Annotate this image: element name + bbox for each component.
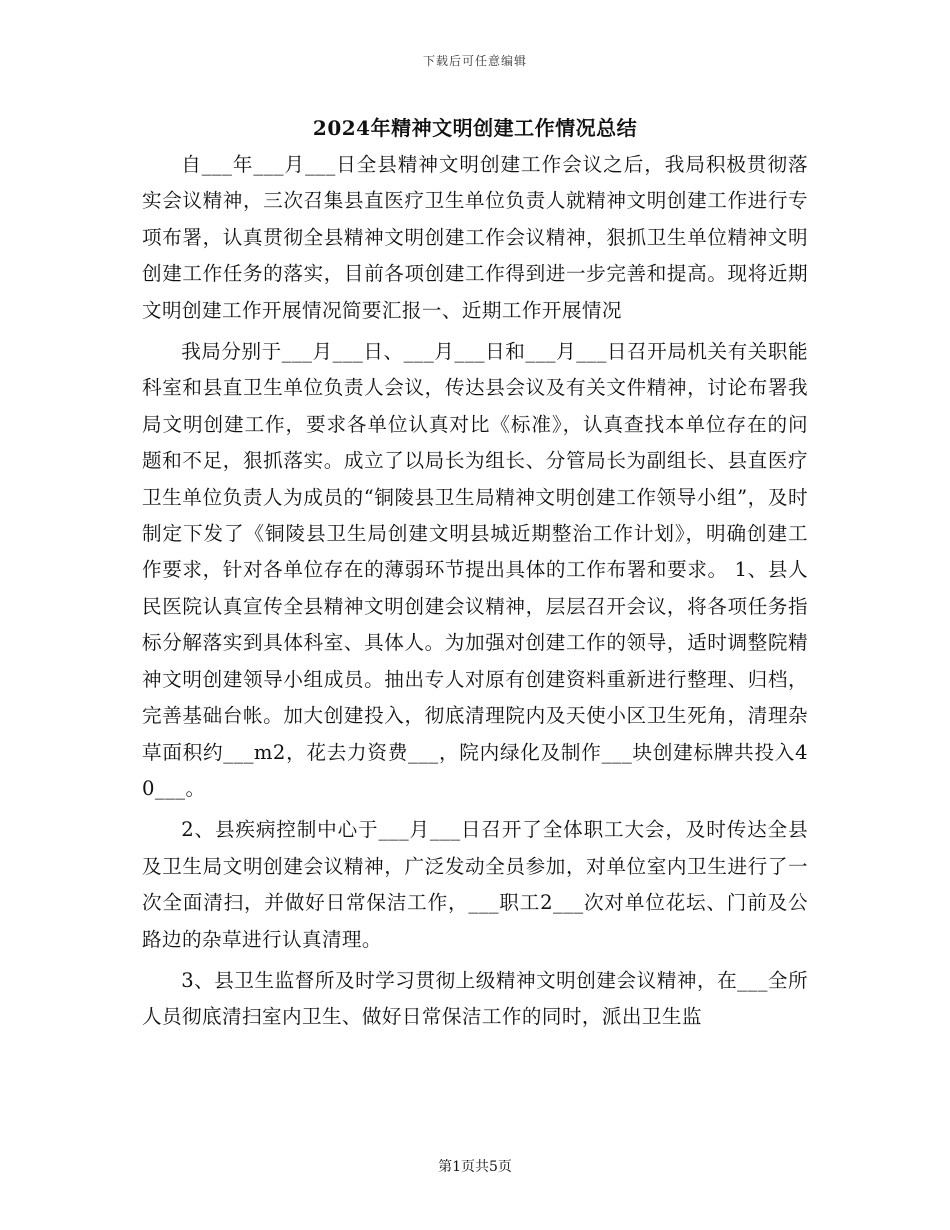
- paragraph-intro: 自___年___月___日全县精神文明创建工作会议之后，我局积极贯彻落实会议精神，三次召集县直医疗卫生单位负责人就精神文明创建工作进行专项布署，认真贯彻全县精神文明创建工作会议精神，狠抓卫生单位精神文明创建工作任务的落实，目前各项创建工作得到进一步完善和提高。现将近期文明创建工作开展情况简要汇报一、近期工作开展情况: [142, 153, 808, 322]
- page-number: 第1页共5页: [438, 1159, 512, 1175]
- header-note: 下载后可任意编辑: [422, 54, 527, 68]
- paragraph-health-supervision: 3、县卫生监督所及时学习贯彻上级精神文明创建会议精神，在___全所人员彻底清扫室内卫生、做好日常保洁工作的同时，派出卫生监: [142, 968, 808, 1029]
- paragraph-meetings: 我局分别于___月___日、___月___日和___月___日召开局机关有关职能科室和县直卫生单位负责人会议，传达县会议及有关文件精神，讨论布署我局文明创建工作，要求各单位认真对比《标准》，认真查找本单位存在的问题和不足，狠抓落实。成立了以局长为组长、分管局长为副组长、县直医疗卫生单位负责人为成员的“铜陵县卫生局精神文明创建工作领导小组”，及时制定下发了《铜陵县卫生局创建文明县城近期整治工作计划》，明确创建工作要求，针对各单位存在的薄弱环节提出具体的工作布署和要求。 1、县人民医院认真宣传全县精神文明创建会议精神，层层召开会议，将各项任务指标分解落实到具体科室、具体人。为加强对创建工作的领导，适时调整院精神文明创建领导小组成员。抽出专人对原有创建资料重新进行整理、归档，完善基础台帐。加大创建投入，彻底清理院内及天使小区卫生死角，清理杂草面积约___m2，花去力资费___，院内绿化及制作___块创建标牌共投入40___。: [142, 340, 808, 800]
- paragraph-disease-control: 2、县疾病控制中心于___月___日召开了全体职工大会，及时传达全县及卫生局文明创建会议精神，广泛发动全员参加，对单位室内卫生进行了一次全面清扫，并做好日常保洁工作，___职工2___次对单位花坛、门前及公路边的杂草进行认真清理。: [142, 818, 808, 951]
- document-body: [142, 147, 808, 1041]
- document-title: 2024年精神文明创建工作情况总结: [312, 116, 638, 140]
